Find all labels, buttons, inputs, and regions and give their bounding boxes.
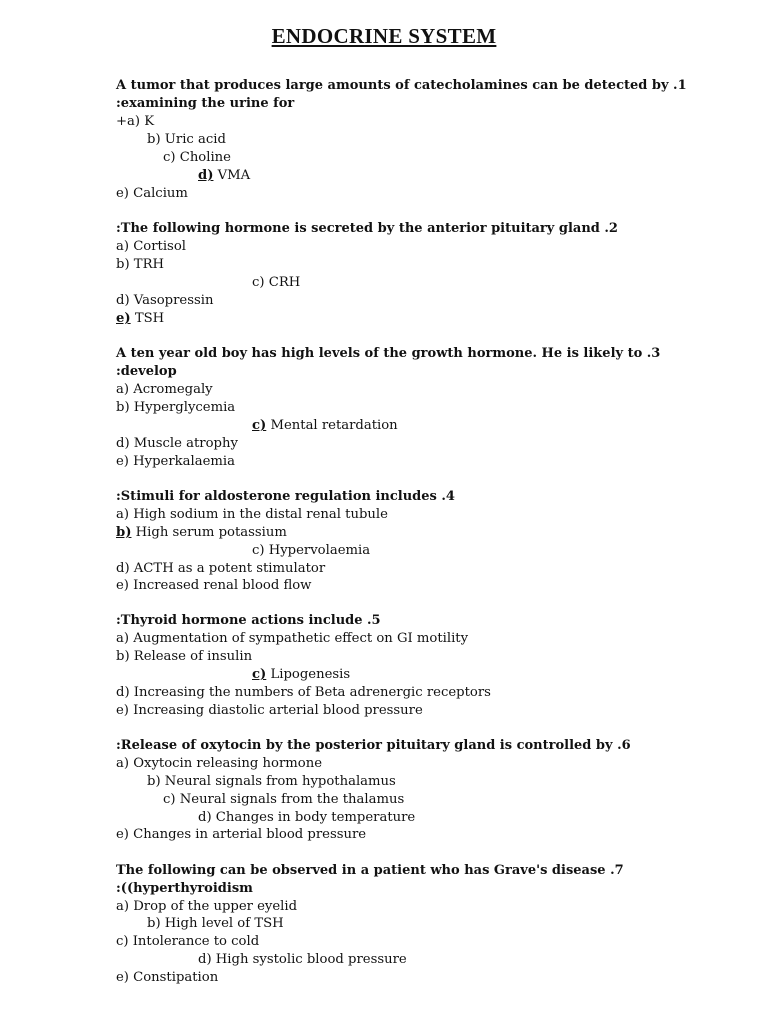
question-3-option-a: a) Acromegaly: [116, 382, 213, 397]
question-7-option-a: a) Drop of the upper eyelid: [116, 899, 298, 914]
question-6-option-c: c) Neural signals from the thalamus: [163, 792, 405, 807]
question-1-text-line-1: A tumor that produces large amounts of catecholamines can be detected by .1: [116, 78, 687, 93]
question-7-option-b: b) High level of TSH: [147, 916, 284, 931]
question-6-option-d: d) Changes in body temperature: [198, 810, 416, 825]
question-1-text-line-2: :examining the urine for: [116, 96, 295, 111]
answer-marker: b): [116, 525, 132, 540]
question-7-text-line-1: The following can be observed in a patient who has Grave's disease .7: [116, 863, 624, 878]
question-6-option-a: a) Oxytocin releasing hormone: [116, 756, 323, 771]
question-1-option-c: c) Choline: [163, 150, 231, 165]
question-3-text-line-1: A ten year old boy has high levels of the growth hormone. He is likely to .3: [116, 346, 661, 361]
question-1-option-d-answer: d) VMA: [198, 168, 251, 183]
question-2-option-a: a) Cortisol: [116, 239, 186, 254]
question-4-option-e: e) Increased renal blood flow: [116, 578, 312, 593]
question-5-option-b: b) Release of insulin: [116, 649, 253, 664]
question-2-option-b: b) TRH: [116, 257, 165, 272]
question-5-option-c-answer: c) Lipogenesis: [252, 667, 351, 682]
question-1-option-a: +a) K: [116, 114, 155, 129]
question-2-text-line-1: :The following hormone is secreted by the anterior pituitary gland .2: [116, 221, 618, 236]
question-4-option-c: c) Hypervolaemia: [252, 543, 371, 558]
answer-marker: d): [198, 168, 214, 183]
question-3-option-b: b) Hyperglycemia: [116, 400, 236, 415]
question-1-option-e: e) Calcium: [116, 186, 188, 201]
question-4-text-line-1: :Stimuli for aldosterone regulation includes .4: [116, 489, 455, 504]
question-6-option-e: e) Changes in arterial blood pressure: [116, 827, 367, 842]
question-6-option-b: b) Neural signals from hypothalamus: [147, 774, 396, 789]
question-4-option-a: a) High sodium in the distal renal tubule: [116, 507, 388, 522]
question-6-text-line-1: :Release of oxytocin by the posterior pituitary gland is controlled by .6: [116, 738, 631, 753]
question-2-option-e-answer: e) TSH: [116, 311, 165, 326]
question-5-option-d: d) Increasing the numbers of Beta adrenergic receptors: [116, 685, 491, 700]
question-5-option-e: e) Increasing diastolic arterial blood pressure: [116, 703, 423, 718]
question-4-option-b-answer: b) High serum potassium: [116, 525, 287, 540]
page-title: ENDOCRINE SYSTEM: [271, 24, 497, 48]
answer-marker: e): [116, 311, 131, 326]
question-2-option-c: c) CRH: [252, 275, 301, 290]
question-5-text-line-1: :Thyroid hormone actions include .5: [116, 613, 381, 628]
question-7-option-c: c) Intolerance to cold: [116, 934, 260, 949]
answer-marker: c): [252, 667, 267, 682]
question-7-option-d: d) High systolic blood pressure: [198, 952, 407, 967]
answer-marker: c): [252, 418, 267, 433]
question-2-option-d: d) Vasopressin: [116, 293, 214, 308]
question-7-text-line-2: :((hyperthyroidism: [116, 881, 253, 896]
question-3-text-line-2: :develop: [116, 364, 177, 379]
question-3-option-d: d) Muscle atrophy: [116, 436, 238, 451]
question-7-option-e: e) Constipation: [116, 970, 219, 985]
question-4-option-d: d) ACTH as a potent stimulator: [116, 561, 326, 576]
question-1-option-b: b) Uric acid: [147, 132, 226, 147]
question-3-option-e: e) Hyperkalaemia: [116, 454, 235, 469]
question-3-option-c-answer: c) Mental retardation: [252, 418, 398, 433]
question-5-option-a: a) Augmentation of sympathetic effect on GI motility: [116, 631, 469, 646]
